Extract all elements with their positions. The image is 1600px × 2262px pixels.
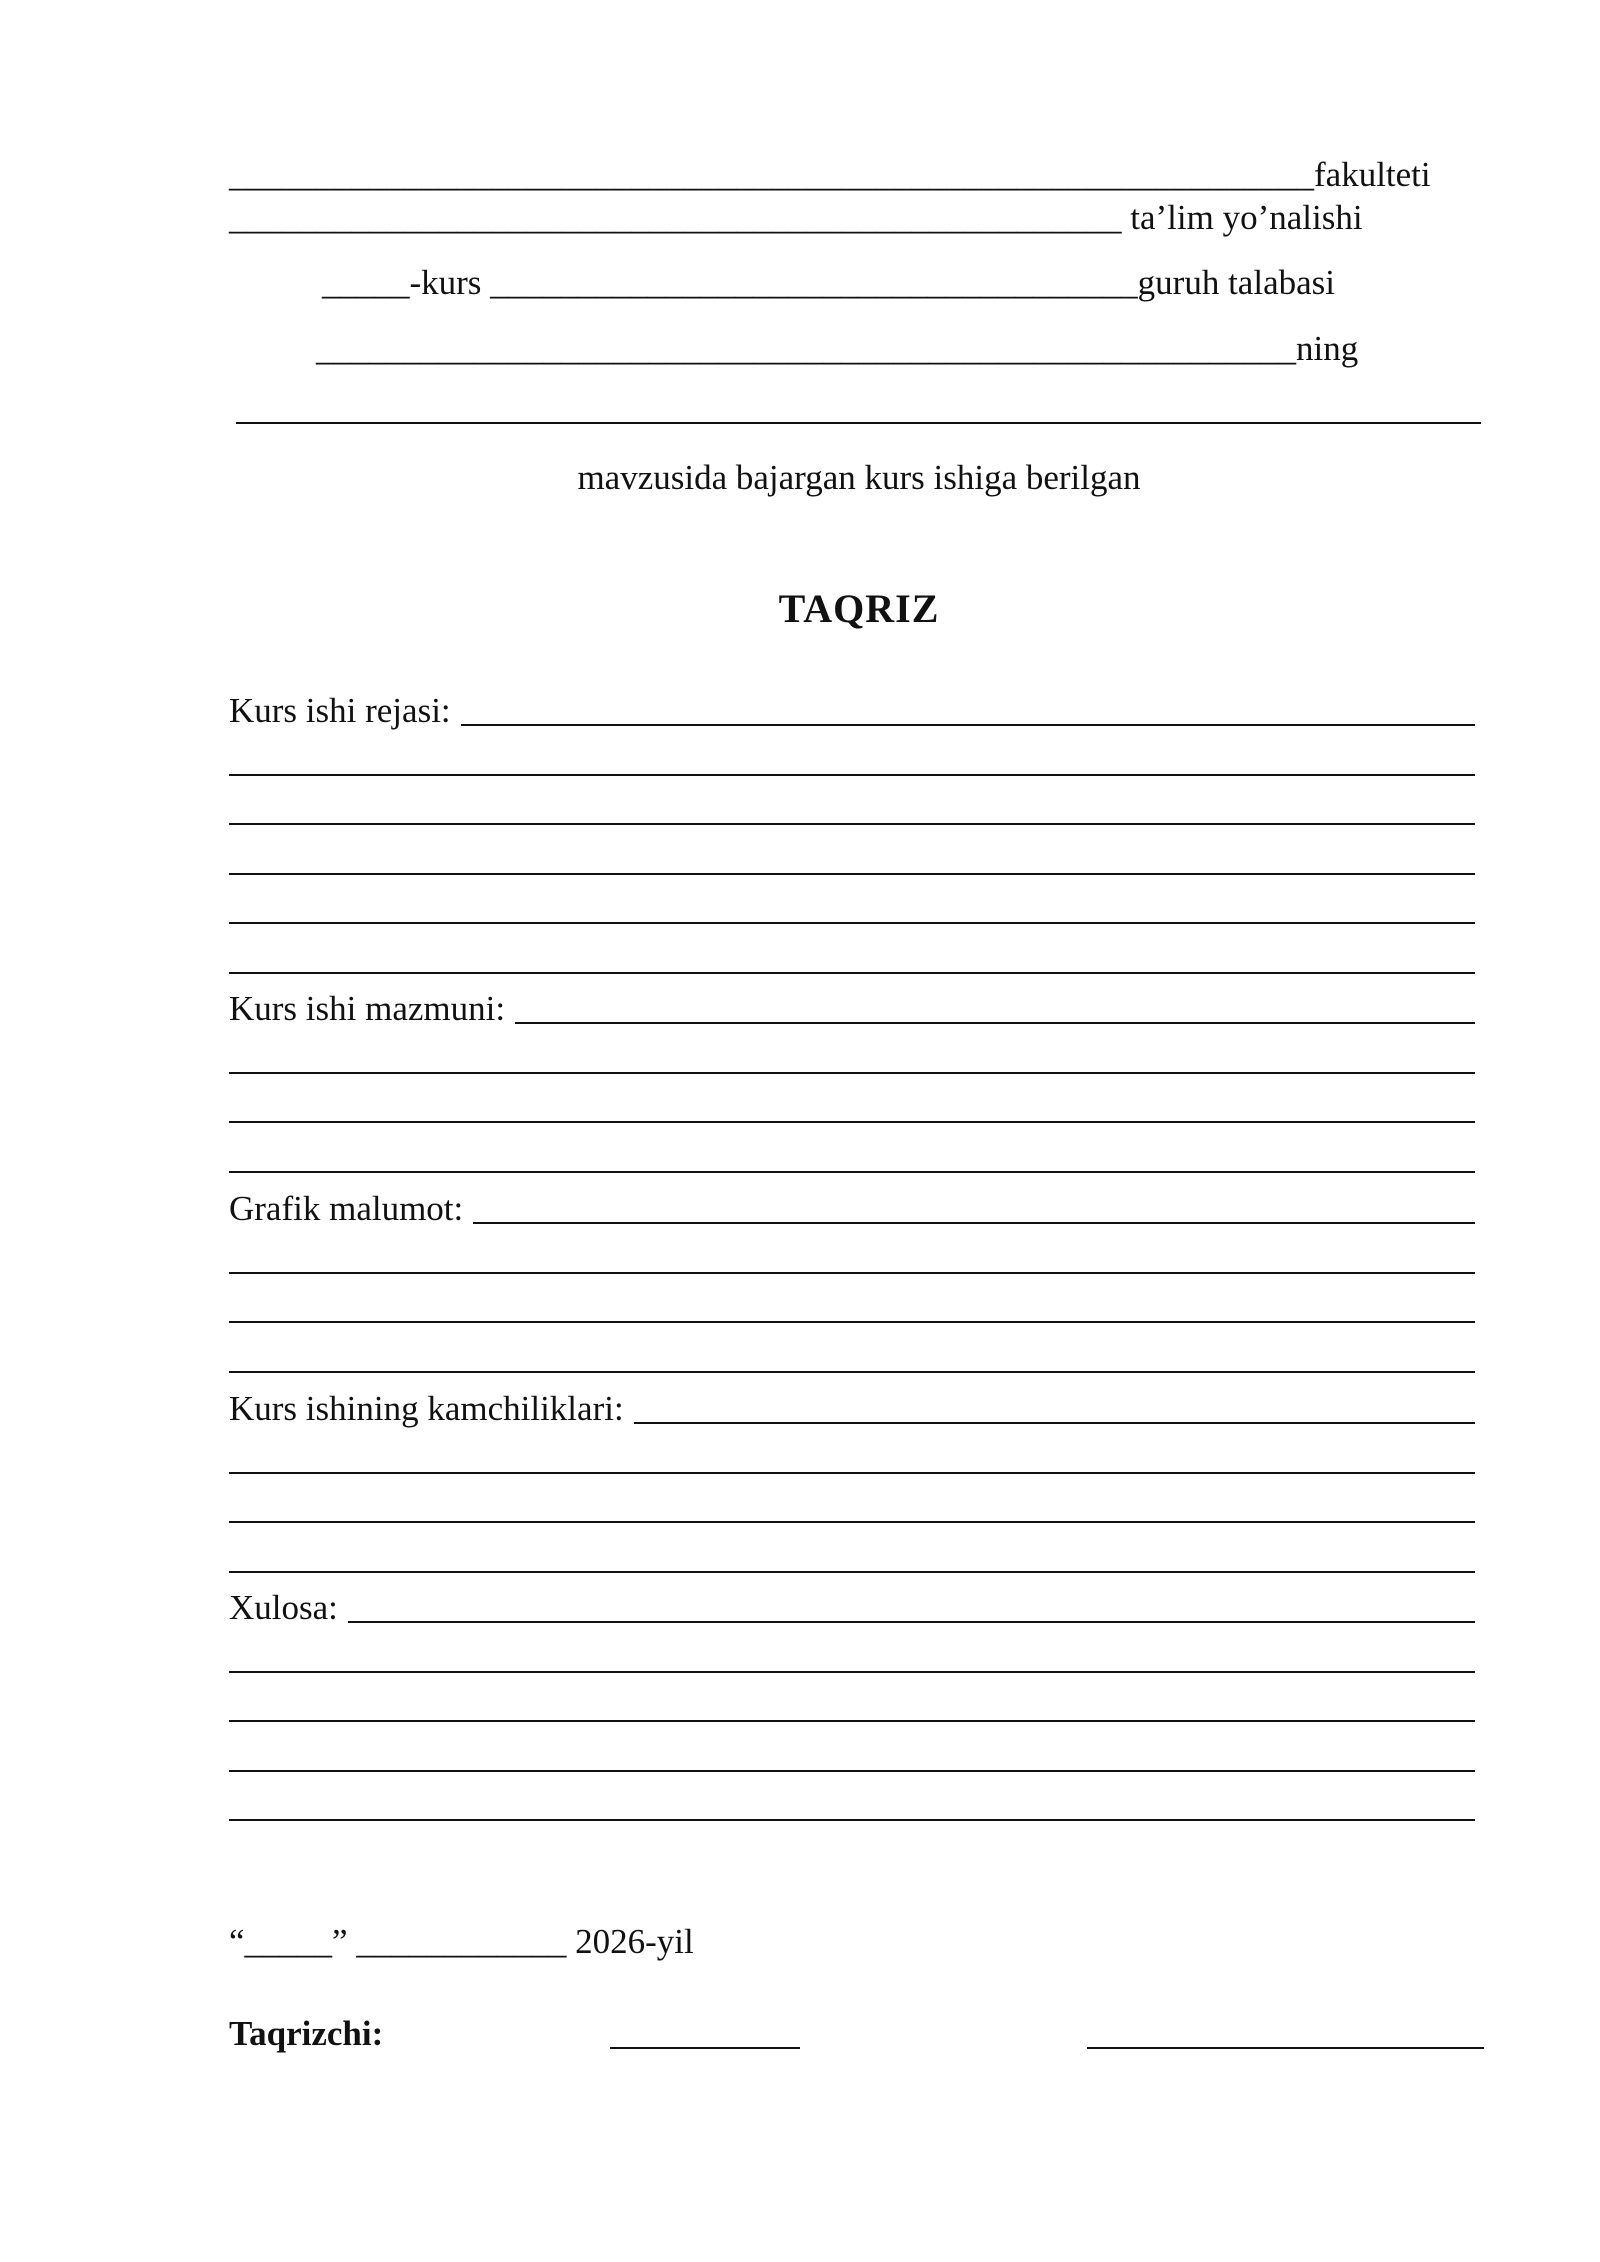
answer-line <box>229 1272 1475 1274</box>
answer-line <box>515 1022 1475 1024</box>
date-line: “_____” ____________ 2026-yil <box>229 1922 694 1961</box>
answer-line <box>229 1321 1475 1323</box>
answer-line <box>473 1222 1475 1224</box>
answer-line <box>229 1072 1475 1074</box>
answer-line <box>229 1671 1475 1673</box>
student-name-line: ________________________________________________________ning <box>316 329 1359 368</box>
answer-line <box>229 1770 1475 1772</box>
direction-line: ___________________________________________________ ta’lim yo’nalishi <box>229 198 1363 237</box>
answer-line <box>461 724 1475 726</box>
answer-line <box>229 1171 1475 1173</box>
answer-line <box>348 1621 1475 1623</box>
answer-line <box>229 1121 1475 1123</box>
section-label: Kurs ishining kamchiliklari: <box>229 1389 624 1428</box>
topic-caption: mavzusida bajargan kurs ishiga berilgan <box>577 458 1141 497</box>
answer-line <box>229 1472 1475 1474</box>
answer-line <box>229 774 1475 776</box>
answer-line <box>634 1422 1475 1424</box>
answer-line <box>229 1521 1475 1523</box>
answer-line <box>229 972 1475 974</box>
answer-line <box>229 1571 1475 1573</box>
reviewer-signature-line <box>610 2047 800 2049</box>
answer-line <box>229 823 1475 825</box>
reviewer-name-line <box>1087 2047 1484 2049</box>
answer-line <box>229 922 1475 924</box>
document-title: TAQRIZ <box>778 586 940 631</box>
topic-blank-line <box>236 422 1481 424</box>
answer-line <box>229 1819 1475 1821</box>
faculty-line: ______________________________________________________________fakulteti <box>229 155 1431 194</box>
answer-line <box>229 1371 1475 1373</box>
answer-line <box>229 1720 1475 1722</box>
reviewer-label: Taqrizchi: <box>229 2014 384 2053</box>
course-group-line: _____-kurs _____________________________________guruh talabasi <box>322 263 1335 302</box>
section-label: Kurs ishi mazmuni: <box>229 989 506 1028</box>
section-label: Grafik malumot: <box>229 1189 464 1228</box>
section-label: Kurs ishi rejasi: <box>229 691 451 730</box>
section-label: Xulosa: <box>229 1588 338 1627</box>
answer-line <box>229 873 1475 875</box>
